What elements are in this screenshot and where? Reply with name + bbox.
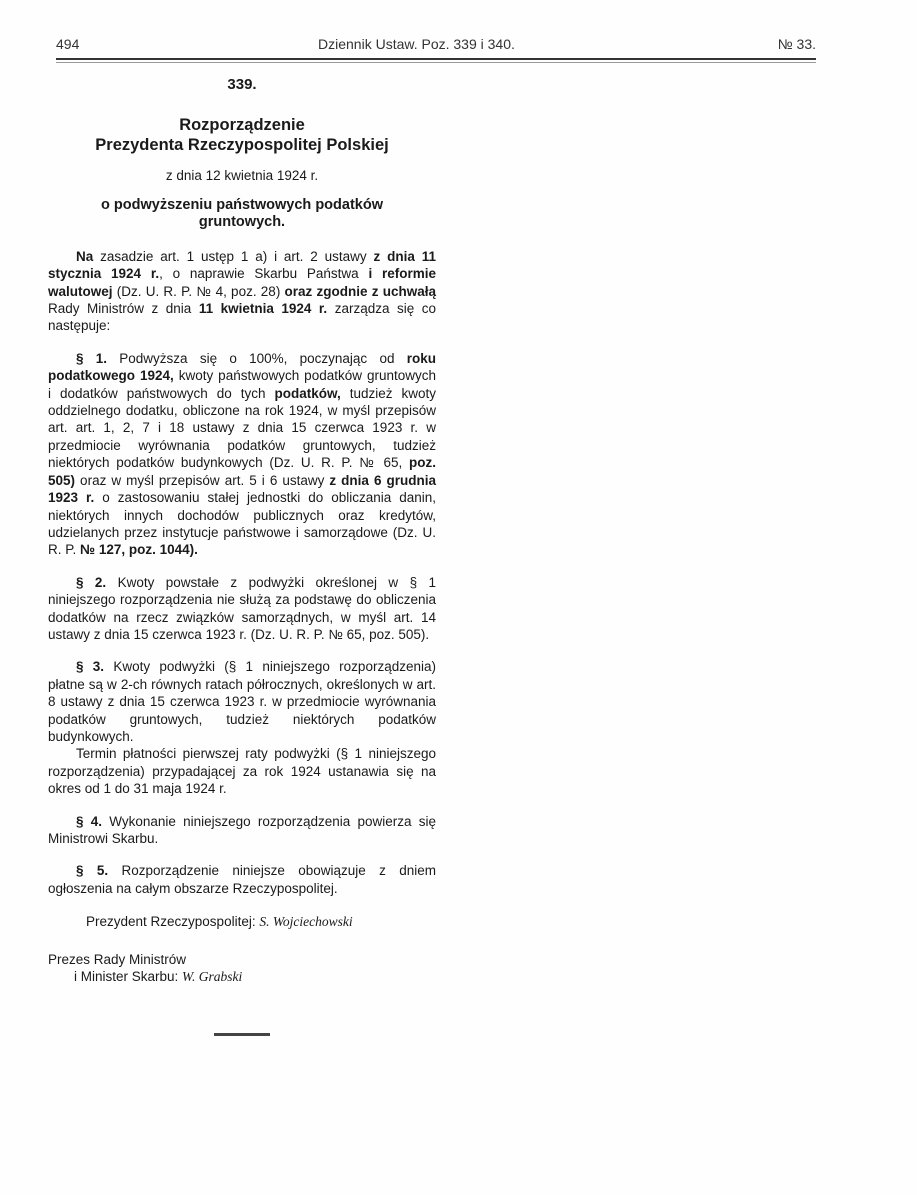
paragraph-mark: § 1.	[76, 350, 108, 366]
paragraph-text: kwoty państwowych podatków gruntowych i dodatków państwowych do tych	[48, 368, 436, 401]
signature-minister-line2	[48, 968, 436, 985]
intro-text: zasadzie art. 1 ustęp 1 a) i art. 2 ustawy	[93, 248, 374, 264]
signature-president	[48, 913, 436, 930]
paragraph-bold: z dnia 6 grudnia 1923 r.	[48, 472, 437, 506]
page-header	[56, 36, 816, 58]
journal-title: Dziennik Ustaw. Poz. 339 i 340.	[318, 36, 515, 52]
paragraph-5	[48, 862, 436, 897]
intro-lead: Na	[76, 248, 94, 264]
intro-bold: i reformie walutowej	[48, 266, 436, 299]
signature-label: i Minister Skarbu:	[74, 968, 183, 984]
signature-minister-line1: Prezes Rady Ministrów	[48, 951, 187, 967]
paragraph-bold: roku podatkowego 1924,	[48, 350, 436, 384]
issue-number: № 33.	[777, 36, 816, 52]
title-line-2: Prezydenta Rzeczypospolitej Polskiej	[95, 136, 389, 155]
paragraph-mark: § 5.	[76, 863, 109, 879]
paragraph-text: Rozporządzenie niniejsze obowiązuje z dniem ogłoszenia na całym obszarze Rzeczypospolitej.	[48, 863, 436, 896]
signature-name: S. Wojciechowski	[259, 914, 353, 930]
paragraph-text: Wykonanie niniejszego rozporządzenia powierza się Ministrowi Skarbu.	[48, 813, 436, 846]
paragraph-3	[48, 658, 436, 745]
section-number: 339.	[227, 76, 257, 93]
paragraph-text: oraz w myśl przepisów art. 5 i 6 ustawy	[75, 472, 330, 488]
intro-bold: 11 kwietnia 1924 r.	[198, 301, 328, 317]
header-rule-thin	[56, 62, 816, 63]
end-rule	[214, 1033, 270, 1036]
subject-line-2: gruntowych.	[198, 213, 286, 230]
signature-name: W. Grabski	[182, 968, 243, 984]
intro-paragraph	[48, 248, 436, 335]
paragraph-3-continued: Termin płatności pierwszej raty podwyżki (§ 1 niniejszego rozporządzenia) przypadającej za rok 1924 ustanawia się na okres od 1 do 31 maja 1924 r.	[48, 746, 436, 797]
paragraph-mark: § 2.	[76, 574, 107, 590]
intro-bold: z dnia 11 stycznia 1924 r.	[48, 248, 436, 282]
intro-text: , o naprawie Skarbu Państwa	[159, 266, 369, 282]
intro-text: Rady Ministrów z dnia	[48, 301, 199, 317]
title-line-1: Rozporządzenie	[179, 116, 305, 135]
intro-text: (Dz. U. R. P. № 4, poz. 28)	[112, 283, 285, 299]
paragraph-mark: § 4.	[76, 813, 103, 829]
intro-bold: oraz zgodnie z uchwałą	[284, 283, 436, 299]
paragraph-bold: poz. 505)	[48, 455, 436, 488]
signature-minister	[48, 951, 436, 985]
document-column	[48, 76, 436, 1036]
paragraph-text: Kwoty powstałe z podwyżki określonej w § 1 niniejszego rozporządzenia nie służą za podstawę do obliczenia dodatków na rzecz związków samorządnych, w myśl art. 14 ustawy z dnia 15 czerwca 1923 r. (Dz. U. R. P. № 65, poz. 505).	[48, 574, 436, 642]
paragraph-bold: podatków,	[274, 385, 341, 401]
paragraph-bold: № 127, poz. 1044).	[80, 542, 198, 558]
paragraph-1	[48, 350, 436, 559]
intro-text: zarządza się co następuje:	[48, 301, 436, 334]
paragraph-text: o zastosowaniu stałej jednostki do obliczania danin, niektórych innych dochodów publicznych oraz kredytów, udzielanych przez instytucje państwowe i samorządowe (Dz. U. R. P.	[48, 490, 436, 558]
subject-line-1: o podwyższeniu państwowych podatków	[101, 196, 383, 213]
paragraph-4	[48, 813, 436, 848]
document-date: z dnia 12 kwietnia 1924 r.	[165, 168, 319, 184]
header-rule	[56, 58, 816, 60]
page-number: 494	[56, 36, 80, 52]
paragraph-text: Podwyższa się o 100%, poczynając od	[107, 350, 407, 366]
signature-label: Prezydent Rzeczypospolitej:	[86, 914, 260, 930]
paragraph-text: Kwoty podwyżki (§ 1 niniejszego rozporządzenia) płatne są w 2-ch równych ratach półrocznych, określonych w art. 8 ustawy z dnia 15 czerwca 1923 r. w przedmiocie wyrównania podatków gruntowych, tudzież niektórych podatków budynkowych.	[48, 659, 436, 744]
paragraph-text: tudzież kwoty oddzielnego dodatku, obliczone na rok 1924, w myśl przepisów art. art. 1, 2, 7 i 18 ustawy z dnia 15 czerwca 1923 r. w przedmiocie wyrównania podatków gruntowych, tudzież niektórych podatków budynkowych (Dz. U. R. P. № 65,	[48, 385, 436, 471]
paragraph-mark: § 3.	[76, 659, 105, 675]
paragraph-2	[48, 574, 436, 644]
